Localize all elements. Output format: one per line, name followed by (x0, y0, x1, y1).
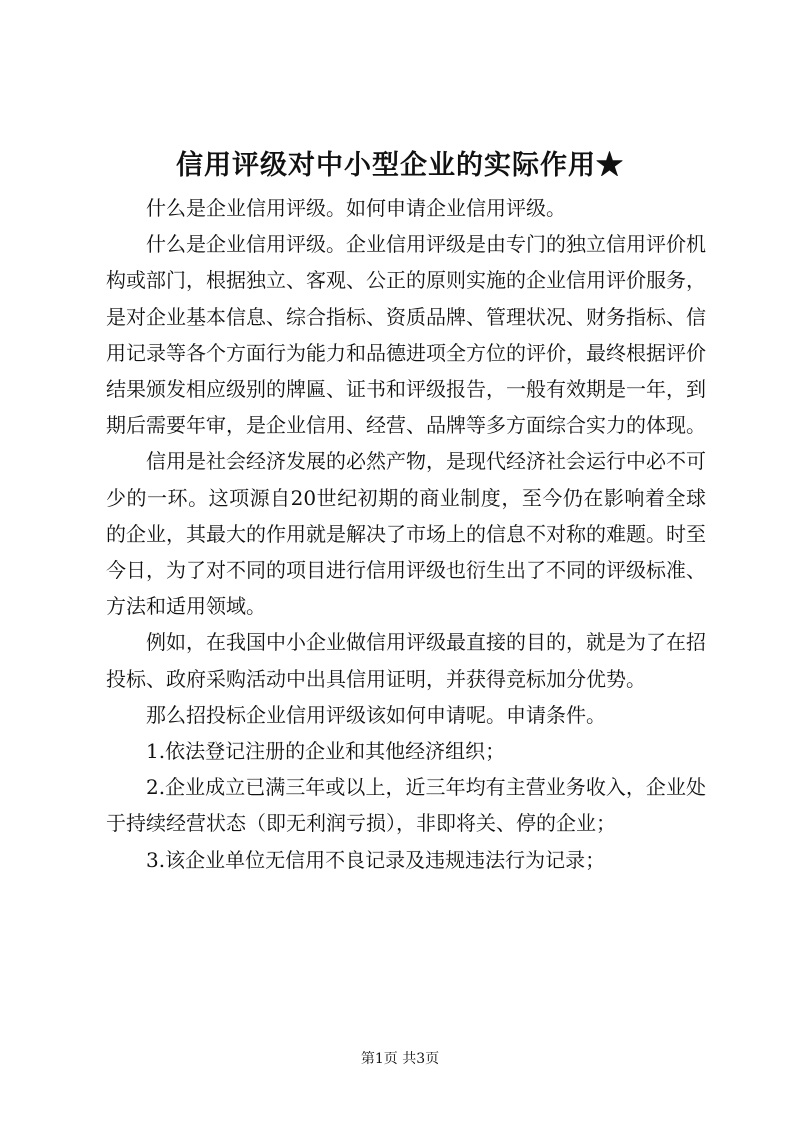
page-footer: 第1页 共3页 (360, 1051, 440, 1067)
paragraph: 什么是企业信用评级。企业信用评级是由专门的独立信用评价机构或部门，根据独立、客观、公正的原则实施的企业信用评价服务，是对企业基本信息、综合指标、资质品牌、管理状况、财务指标、信用记录等各个方面行为能力和品德进项全方位的评价，最终根据评价结果颁发相应级别的牌匾、证书和评级报告，一般有效期是一年，到期后需要年审，是企业信用、经营、品牌等多方面综合实力的体现。 (106, 232, 706, 438)
paragraph: 例如，在我国中小企业做信用评级最直接的目的，就是为了在招投标、政府采购活动中出具信用证明，并获得竞标加分优势。 (106, 630, 706, 691)
paragraph: 2.企业成立已满三年或以上，近三年均有主营业务收入，企业处于持续经营状态（即无利润亏损），非即将关、停的企业； (106, 775, 706, 836)
document-body (106, 190, 706, 878)
paragraph: 信用是社会经济发展的必然产物，是现代经济社会运行中必不可少的一环。这项源自20世纪初期的商业制度，至今仍在影响着全球的企业，其最大的作用就是解决了市场上的信息不对称的难题。时至今日，为了对不同的项目进行信用评级也衍生出了不同的评级标准、方法和适用领域。 (106, 449, 706, 619)
paragraph: 那么招投标企业信用评级该如何申请呢。申请条件。 (146, 702, 606, 727)
paragraph: 3.该企业单位无信用不良记录及违规违法行为记录； (146, 847, 606, 872)
document-title: 信用评级对中小型企业的实际作用★ (176, 150, 624, 181)
paragraph: 1.依法登记注册的企业和其他经济组织； (146, 739, 506, 764)
paragraph: 什么是企业信用评级。如何申请企业信用评级。 (146, 196, 566, 220)
